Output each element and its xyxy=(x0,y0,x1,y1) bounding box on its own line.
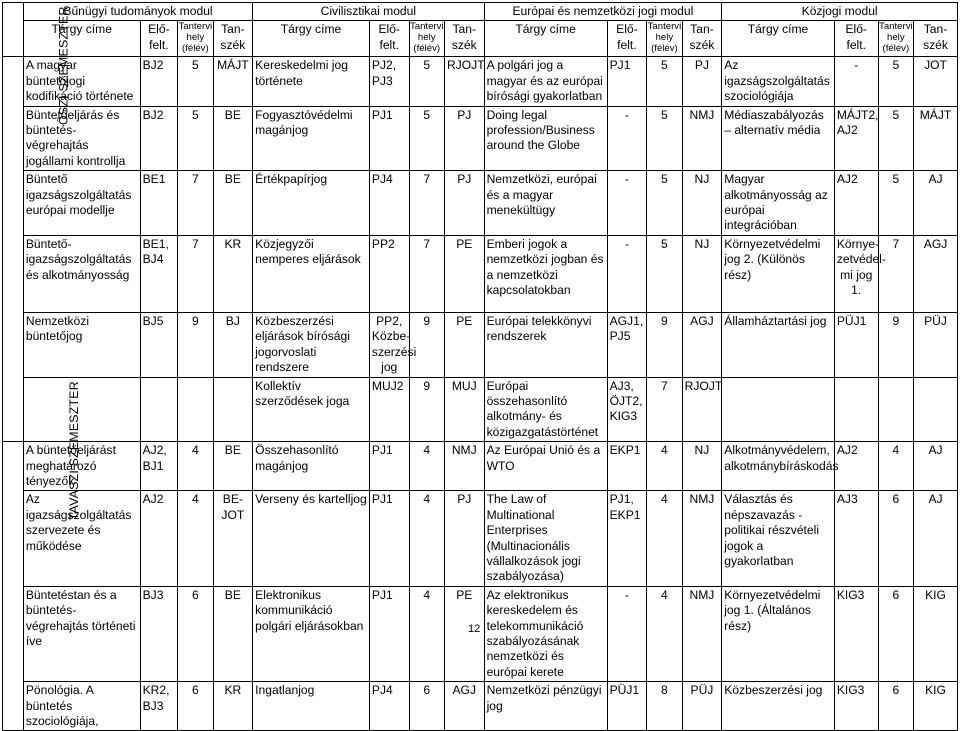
course-title: Államháztartási jog xyxy=(722,312,835,377)
course-semester-slot: 4 xyxy=(878,442,913,491)
semester-label-text: TAVASZI SZEMESZTER xyxy=(66,381,81,521)
course-prerequisite: BJ5 xyxy=(140,312,178,377)
course-title: Büntető igazságszolgáltatás európai modellje xyxy=(23,171,140,236)
column-header-prereq: Elő- felt. xyxy=(834,21,878,57)
course-department: BE- JOT xyxy=(213,491,253,586)
course-title: Nemzetközi büntetőjog xyxy=(23,312,140,377)
course-semester-slot: 5 xyxy=(178,106,213,171)
course-semester-slot: 6 xyxy=(878,586,913,681)
course-title: Közbeszerzési eljárások bírósági jogorvoslati rendszere xyxy=(253,312,370,377)
table-row xyxy=(3,312,958,377)
course-title: Környezetvédelmi jog 2. (Különös rész) xyxy=(722,235,835,312)
course-prerequisite: PJ1 xyxy=(607,57,647,106)
course-prerequisite: BE1, BJ4 xyxy=(140,235,178,312)
course-prerequisite: AJ2 xyxy=(834,442,878,491)
course-department: BJ xyxy=(213,312,253,377)
course-title: A polgári jog a magyar és az európai bírósági gyakorlatban xyxy=(484,57,607,106)
column-header-plan: Tantervi hely (félév) xyxy=(878,21,913,57)
course-title: Választás és népszavazás - politikai részvételi jogok a gyakorlatban xyxy=(722,491,835,586)
course-title: Európai telekkönyvi rendszerek xyxy=(484,312,607,377)
course-department: AGJ xyxy=(682,312,722,377)
course-title: Európai összehasonlító alkotmány- és közigazgatástörténet xyxy=(484,377,607,442)
course-prerequisite: AJ3, ÖJT2, KIG3 xyxy=(607,377,647,442)
course-semester-slot: 5 xyxy=(647,106,682,171)
course-prerequisite: - xyxy=(607,106,647,171)
course-semester-slot: 4 xyxy=(647,491,682,586)
course-department: JOT xyxy=(914,57,958,106)
course-semester-slot: 4 xyxy=(647,586,682,681)
course-department: PE xyxy=(444,312,484,377)
course-prerequisite: AJ2 xyxy=(140,491,178,586)
course-department: BE xyxy=(213,442,253,491)
course-semester-slot: 9 xyxy=(409,312,444,377)
course-department: NMJ xyxy=(682,106,722,171)
course-prerequisite: PJ1 xyxy=(369,586,409,681)
column-header-prereq: Elő- felt. xyxy=(607,21,647,57)
course-prerequisite: BE1 xyxy=(140,171,178,236)
course-department xyxy=(213,377,253,442)
course-semester-slot: 7 xyxy=(647,377,682,442)
course-title: Az Európai Unió és a WTO xyxy=(484,442,607,491)
column-header-dept: Tan- szék xyxy=(914,21,958,57)
column-header-plan: Tantervi hely (félév) xyxy=(409,21,444,57)
course-department: MUJ xyxy=(444,377,484,442)
column-header-title: Tárgy címe xyxy=(23,21,140,57)
table-row xyxy=(3,491,958,586)
course-department: PÜJ xyxy=(914,312,958,377)
course-title: Nemzetközi pénzügyi jog xyxy=(484,682,607,731)
course-department: BE xyxy=(213,586,253,681)
course-prerequisite: - xyxy=(607,235,647,312)
course-semester-slot: 6 xyxy=(409,682,444,731)
course-semester-slot: 6 xyxy=(178,682,213,731)
course-prerequisite: PJ4 xyxy=(369,682,409,731)
column-header-title: Tárgy címe xyxy=(722,21,835,57)
course-prerequisite: KR2, BJ3 xyxy=(140,682,178,731)
course-department: PJ xyxy=(444,491,484,586)
course-department: AJ xyxy=(914,491,958,586)
course-department: KIG xyxy=(914,586,958,681)
course-semester-slot: 6 xyxy=(178,586,213,681)
course-title: The Law of Multinational Enterprises (Multinacionális vállalkozások jogi szabályozása) xyxy=(484,491,607,586)
column-header-title: Tárgy címe xyxy=(484,21,607,57)
column-header-dept: Tan- szék xyxy=(444,21,484,57)
course-semester-slot: 7 xyxy=(178,171,213,236)
course-department: AGJ xyxy=(444,682,484,731)
table-row xyxy=(3,171,958,236)
course-semester-slot: 6 xyxy=(878,491,913,586)
course-prerequisite: - xyxy=(607,586,647,681)
course-title: Az elektronikus kereskedelem és telekommunikáció szabályozásának nemzetközi és európai kerete xyxy=(484,586,607,681)
course-semester-slot: 7 xyxy=(409,171,444,236)
course-prerequisite: PJ1 xyxy=(369,491,409,586)
course-department: PJ xyxy=(444,106,484,171)
course-semester-slot: 5 xyxy=(878,106,913,171)
course-title: Büntetőeljárás és büntetés-végrehajtás jogállami kontrollja xyxy=(23,106,140,171)
course-prerequisite: BJ2 xyxy=(140,106,178,171)
course-department: PJ xyxy=(444,171,484,236)
course-semester-slot: 4 xyxy=(178,442,213,491)
course-title: Az igazságszolgáltatás szervezete és működése xyxy=(23,491,140,586)
course-semester-slot: 5 xyxy=(178,57,213,106)
column-header-dept: Tan- szék xyxy=(682,21,722,57)
course-semester-slot: 9 xyxy=(878,312,913,377)
course-title: Kollektív szerződések joga xyxy=(253,377,370,442)
course-semester-slot: 9 xyxy=(647,312,682,377)
course-department: AJ xyxy=(914,171,958,236)
course-prerequisite xyxy=(140,377,178,442)
course-title: Elektronikus kommunikáció polgári eljárásokban xyxy=(253,586,370,681)
course-department: KIG xyxy=(914,682,958,731)
course-semester-slot: 5 xyxy=(647,57,682,106)
course-department: BE xyxy=(213,106,253,171)
course-prerequisite: PJ1 xyxy=(369,106,409,171)
course-semester-slot: 9 xyxy=(409,377,444,442)
course-semester-slot: 4 xyxy=(409,491,444,586)
course-semester-slot: 5 xyxy=(647,235,682,312)
course-title: Büntető-igazságszolgáltatás és alkotmányosság xyxy=(23,235,140,312)
course-department: PE xyxy=(444,235,484,312)
course-prerequisite: AJ2 xyxy=(834,171,878,236)
course-prerequisite: EKP1 xyxy=(607,442,647,491)
column-header-prereq: Elő- felt. xyxy=(140,21,178,57)
course-department xyxy=(914,377,958,442)
course-department: NMJ xyxy=(682,491,722,586)
course-prerequisite: BJ2 xyxy=(140,57,178,106)
course-department: RJOJT xyxy=(444,57,484,106)
course-prerequisite: BJ3 xyxy=(140,586,178,681)
course-title xyxy=(722,377,835,442)
course-prerequisite: AJ2, BJ1 xyxy=(140,442,178,491)
column-header-plan: Tantervi hely (félév) xyxy=(647,21,682,57)
course-title: Büntetéstan és a büntetés-végrehajtás történeti íve xyxy=(23,586,140,681)
course-department: AGJ xyxy=(914,235,958,312)
course-prerequisite xyxy=(834,377,878,442)
course-department: PE xyxy=(444,586,484,681)
course-department: NMJ xyxy=(682,586,722,681)
course-title: A büntetőeljárást meghatározó tényezők xyxy=(23,442,140,491)
table-row xyxy=(3,106,958,171)
course-prerequisite: PJ1, EKP1 xyxy=(607,491,647,586)
course-title: Ingatlanjog xyxy=(253,682,370,731)
module-header-2: Civilisztikai modul xyxy=(253,3,484,21)
column-header-prereq: Elő- felt. xyxy=(369,21,409,57)
course-title: Fogyasztóvédelmi magánjog xyxy=(253,106,370,171)
course-title: Kereskedelmi jog története xyxy=(253,57,370,106)
module-header-1: Bűnügyi tudományok modul xyxy=(23,3,252,21)
column-header-dept: Tan- szék xyxy=(213,21,253,57)
course-prerequisite: PP2, Közbe- szerzési jog xyxy=(369,312,409,377)
course-semester-slot: 7 xyxy=(409,235,444,312)
course-title: Magyar alkotmányosság az európai integrációban xyxy=(722,171,835,236)
column-header-title: Tárgy címe xyxy=(253,21,370,57)
course-department: BE xyxy=(213,171,253,236)
course-title: Pönológia. A büntetés szociológiája, xyxy=(23,682,140,731)
column-header-row xyxy=(3,21,958,57)
course-title: Alkotmányvédelem, alkotmánybíráskodás xyxy=(722,442,835,491)
table-row xyxy=(3,57,958,106)
course-prerequisite: PP2 xyxy=(369,235,409,312)
course-prerequisite: PÜJ1 xyxy=(834,312,878,377)
course-semester-slot: 7 xyxy=(878,235,913,312)
course-title: Közjegyzői nemperes eljárások xyxy=(253,235,370,312)
course-department: NJ xyxy=(682,235,722,312)
table-row xyxy=(3,235,958,312)
course-semester-slot: 4 xyxy=(409,586,444,681)
course-semester-slot xyxy=(178,377,213,442)
course-prerequisite: PÜJ1 xyxy=(607,682,647,731)
course-prerequisite: PJ4 xyxy=(369,171,409,236)
course-title: Verseny és kartelljog xyxy=(253,491,370,586)
course-semester-slot xyxy=(878,377,913,442)
course-semester-slot: 7 xyxy=(178,235,213,312)
semester-label-text: ŐSZI SZEMESZTER xyxy=(56,6,71,126)
course-department: MÁJT xyxy=(914,106,958,171)
course-department: NMJ xyxy=(444,442,484,491)
table-row xyxy=(3,377,958,442)
course-title: Médiaszabályozás – alternatív média xyxy=(722,106,835,171)
course-prerequisite: KIG3 xyxy=(834,586,878,681)
column-header-plan: Tantervi hely (félév) xyxy=(178,21,213,57)
course-semester-slot: 5 xyxy=(878,171,913,236)
course-semester-slot: 5 xyxy=(647,171,682,236)
course-semester-slot: 4 xyxy=(647,442,682,491)
table-row xyxy=(3,682,958,731)
course-title: Az igazságszolgáltatás szociológiája xyxy=(722,57,835,106)
module-header-3: Európai és nemzetközi jogi modul xyxy=(484,3,722,21)
course-semester-slot: 4 xyxy=(409,442,444,491)
course-department: AJ xyxy=(914,442,958,491)
course-prerequisite: PJ2, PJ3 xyxy=(369,57,409,106)
course-department: KR xyxy=(213,235,253,312)
course-prerequisite: MÁJT2, AJ2 xyxy=(834,106,878,171)
course-department: KR xyxy=(213,682,253,731)
course-prerequisite: KIG3 xyxy=(834,682,878,731)
course-title: Emberi jogok a nemzetközi jogban és a nemzetközi kapcsolatokban xyxy=(484,235,607,312)
course-department: NJ xyxy=(682,442,722,491)
course-title: Környezetvédelmi jog 1. (Általános rész) xyxy=(722,586,835,681)
module-header-row xyxy=(3,3,958,21)
course-semester-slot: 8 xyxy=(647,682,682,731)
course-prerequisite: AJ3 xyxy=(834,491,878,586)
module-header-4: Közjogi modul xyxy=(722,3,958,21)
course-department: NJ xyxy=(682,171,722,236)
course-title: Értékpapírjog xyxy=(253,171,370,236)
course-prerequisite: - xyxy=(607,171,647,236)
course-prerequisite: Környe- zetvédel- mi jog 1. xyxy=(834,235,878,312)
course-semester-slot: 6 xyxy=(878,682,913,731)
table-row xyxy=(3,442,958,491)
course-semester-slot: 4 xyxy=(178,491,213,586)
course-title: Doing legal profession/Business around the Globe xyxy=(484,106,607,171)
elective-course-table xyxy=(2,2,958,731)
course-semester-slot: 5 xyxy=(409,106,444,171)
course-semester-slot: 5 xyxy=(409,57,444,106)
course-department: PÜJ xyxy=(682,682,722,731)
course-prerequisite: MUJ2 xyxy=(369,377,409,442)
course-title: Közbeszerzési jog xyxy=(722,682,835,731)
course-department: PJ xyxy=(682,57,722,106)
course-semester-slot: 9 xyxy=(178,312,213,377)
course-title: Nemzetközi, európai és a magyar menekültügy xyxy=(484,171,607,236)
course-prerequisite: AGJ1, PJ5 xyxy=(607,312,647,377)
course-title: A magyar büntetőjogi kodifikáció története xyxy=(23,57,140,106)
page-number: 12 xyxy=(468,623,481,635)
course-department: MÁJT xyxy=(213,57,253,106)
course-semester-slot: 5 xyxy=(878,57,913,106)
corner-cell xyxy=(3,3,24,57)
course-prerequisite: PJ1 xyxy=(369,442,409,491)
course-prerequisite: - xyxy=(834,57,878,106)
course-department: RJOJT xyxy=(682,377,722,442)
course-title: Összehasonlító magánjog xyxy=(253,442,370,491)
